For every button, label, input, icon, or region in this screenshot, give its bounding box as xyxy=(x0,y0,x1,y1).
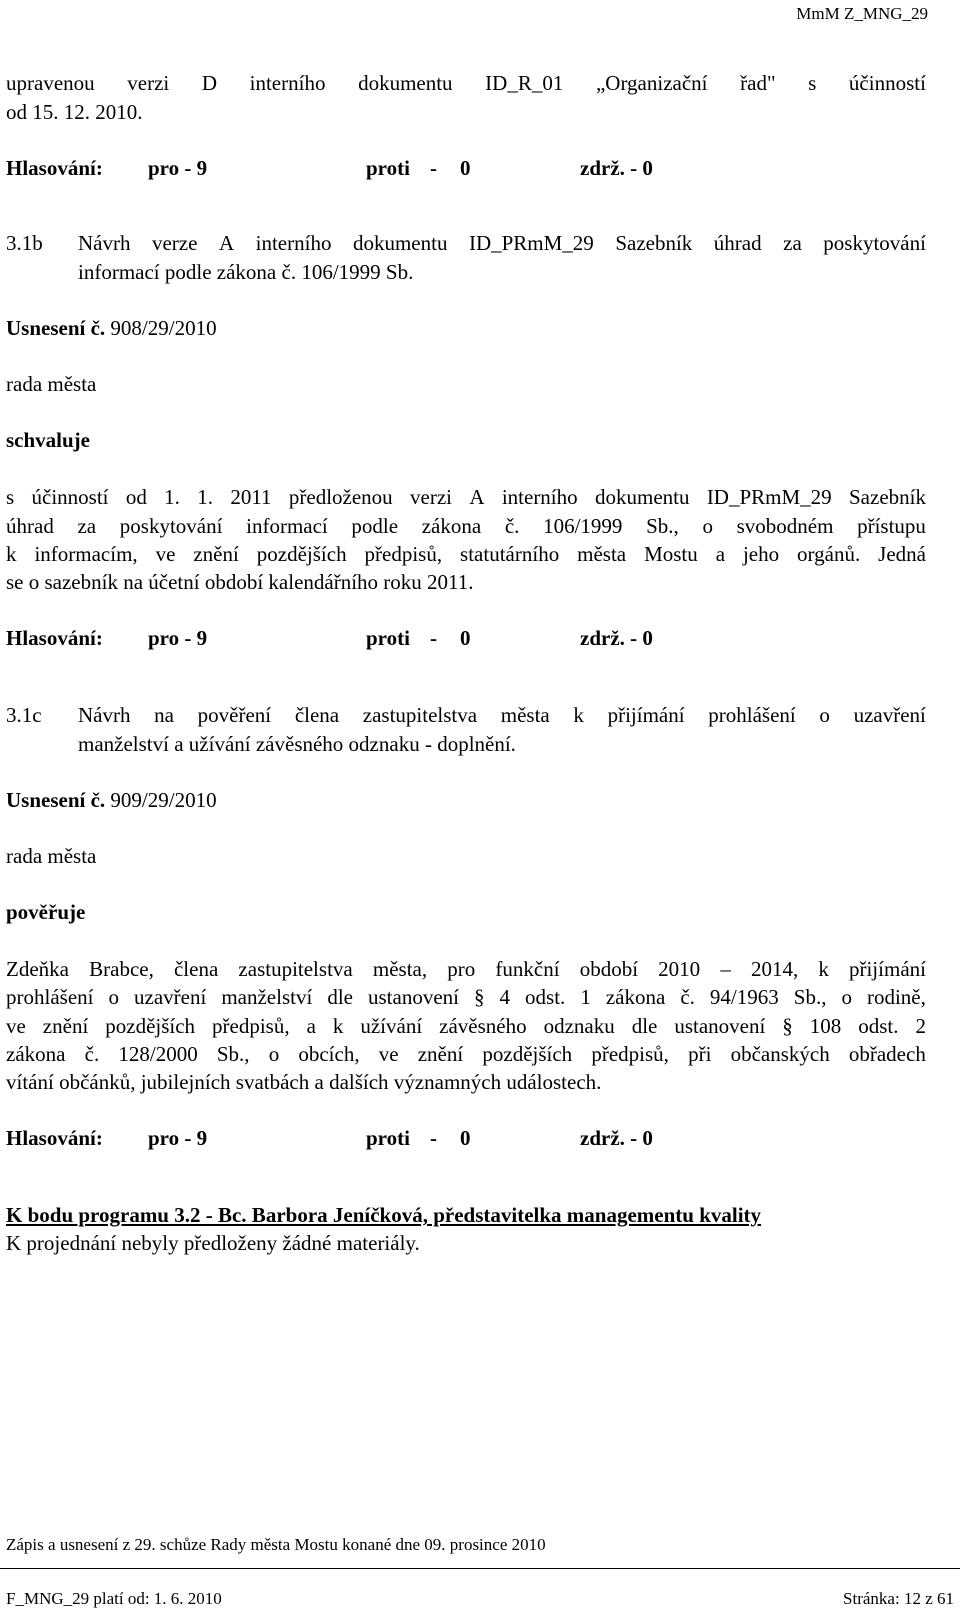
resolution-label: Usnesení č. xyxy=(6,788,106,812)
word: a xyxy=(306,1013,316,1038)
text-line xyxy=(6,957,926,982)
vote-label: Hlasování: xyxy=(6,1126,103,1150)
word: ID_R_01 xyxy=(485,71,564,95)
word: 94/1963 xyxy=(709,985,779,1010)
word: interního xyxy=(255,231,332,255)
word: Sb., xyxy=(793,985,827,1010)
word: 2 xyxy=(915,1013,926,1038)
word: o xyxy=(268,1041,280,1066)
word: verzi xyxy=(127,71,170,95)
word: na xyxy=(154,703,174,727)
item-3-1c-title-line-1 xyxy=(78,703,926,728)
vote-pro: pro - 9 xyxy=(148,626,208,650)
word: a xyxy=(715,542,726,566)
word: člena xyxy=(294,703,340,727)
vote-pro: pro - 9 xyxy=(148,1126,208,1150)
word: přijímání xyxy=(607,703,685,727)
word: 106/1999 xyxy=(543,513,623,538)
word: úhrad xyxy=(6,513,54,538)
item-3-1b-title-line-2: informací podle zákona č. 106/1999 Sb. xyxy=(78,260,414,284)
word: města xyxy=(500,703,550,727)
word: o xyxy=(702,513,713,538)
word: předpisů, xyxy=(364,542,443,566)
word: upravenou xyxy=(6,71,95,95)
word: užívání xyxy=(360,1013,423,1038)
word: Mostu xyxy=(644,542,698,566)
word: úhrad xyxy=(713,231,762,255)
word: závěsného xyxy=(439,1013,527,1038)
word: – xyxy=(720,957,731,981)
word: Jedná xyxy=(878,542,926,566)
word: o xyxy=(819,703,830,727)
word: za xyxy=(783,231,802,255)
word: od xyxy=(125,485,147,509)
word: přístupu xyxy=(857,513,926,538)
word: č. xyxy=(680,985,695,1010)
word: č. xyxy=(504,513,520,538)
text-line xyxy=(6,1014,926,1039)
word: 2010 xyxy=(658,957,701,981)
text-line xyxy=(6,1042,926,1067)
word: Sb., xyxy=(216,1041,250,1066)
word: ve xyxy=(155,542,176,566)
word: 1. xyxy=(197,485,213,509)
item-3-1b-text-last: se o sazebník na účetní období kalendářního roku 2011. xyxy=(6,570,474,594)
text-line xyxy=(6,514,926,539)
word: Návrh xyxy=(78,703,131,727)
word: odst. xyxy=(525,985,566,1010)
vote-row-3 xyxy=(6,1126,653,1151)
vote-label: Hlasování: xyxy=(6,156,103,180)
word: D xyxy=(201,71,218,95)
word: pro xyxy=(447,957,476,981)
word: uzavření xyxy=(134,985,207,1010)
word: zákona xyxy=(605,985,666,1010)
word: člena xyxy=(173,957,219,981)
vote-row-1 xyxy=(6,156,653,181)
word: odznaku xyxy=(543,1013,615,1038)
item-3-1c-number: 3.1c xyxy=(6,703,42,727)
word: účinností xyxy=(848,71,926,95)
footer-divider xyxy=(0,1568,960,1569)
word: 108 xyxy=(809,1013,842,1038)
word: k xyxy=(573,703,584,727)
word: za xyxy=(77,513,97,538)
word: s xyxy=(808,71,817,95)
vote-proti-word: proti xyxy=(366,1126,410,1150)
vote-proti-word: proti xyxy=(366,626,410,650)
word: dokumentu xyxy=(594,485,690,509)
resolution-label: Usnesení č. xyxy=(6,316,106,340)
word: zákona xyxy=(421,513,482,538)
item-3-1b-number: 3.1b xyxy=(6,231,43,255)
word: verzi xyxy=(410,485,452,509)
word: Sazebník xyxy=(615,231,693,255)
footer-page-number: Stránka: 12 z 61 xyxy=(843,1589,954,1608)
vote-zdrz: zdrž. - 0 xyxy=(580,626,653,650)
vote-row-2 xyxy=(6,626,653,651)
word: k xyxy=(332,1013,344,1038)
word: pozdějších xyxy=(482,1041,573,1066)
word: dokumentu xyxy=(352,231,448,255)
word: manželství xyxy=(221,985,313,1010)
word: období xyxy=(579,957,639,981)
vote-proti-dash: - xyxy=(430,626,437,650)
council-body-2: rada města xyxy=(6,844,97,868)
word: zastupitelstva xyxy=(362,703,478,727)
word: svobodném xyxy=(736,513,834,538)
verb-authorizes: pověřuje xyxy=(6,900,86,924)
vote-proti-word: proti xyxy=(366,156,410,180)
word: dle xyxy=(327,985,353,1010)
footer-minutes: Zápis a usnesení z 29. schůze Rady města Mostu konané dne 09. prosince 2010 xyxy=(6,1535,546,1554)
word: 2011 xyxy=(230,485,272,509)
vote-proti-dash: - xyxy=(430,1126,437,1150)
vote-proti-value: 0 xyxy=(460,626,471,650)
intro-line-1 xyxy=(6,71,926,96)
word: o xyxy=(108,985,119,1010)
word: zastupitelstva xyxy=(238,957,353,981)
item-3-1b-title-line-1 xyxy=(78,231,926,256)
word: Sazebník xyxy=(849,485,926,509)
word: interního xyxy=(249,71,326,95)
verb-approves: schvaluje xyxy=(6,428,90,452)
word: obcích, xyxy=(298,1041,360,1066)
word: prohlášení xyxy=(6,985,94,1010)
word: funkční xyxy=(495,957,560,981)
vote-zdrz: zdrž. - 0 xyxy=(580,1126,653,1150)
word: řad" xyxy=(740,71,776,95)
resolution-908 xyxy=(6,316,217,341)
word: orgánů. xyxy=(797,542,861,566)
word: dle xyxy=(631,1013,658,1038)
agenda-item-3-2-note: K projednání nebyly předloženy žádné materiály. xyxy=(6,1231,420,1255)
text-line xyxy=(6,985,926,1010)
word: s xyxy=(6,485,15,509)
word: města, xyxy=(372,957,428,981)
word: informacím, xyxy=(34,542,138,566)
word: města xyxy=(577,542,627,566)
word: přijímání xyxy=(848,957,926,981)
word: ve xyxy=(6,1013,26,1038)
word: Sb., xyxy=(646,513,679,538)
word: jeho xyxy=(742,542,780,566)
word: „Organizační xyxy=(595,71,708,95)
word: zákona xyxy=(6,1041,66,1066)
word: znění xyxy=(417,1041,464,1066)
word: předpisů, xyxy=(212,1013,290,1038)
word: o xyxy=(841,985,852,1010)
word: A xyxy=(469,485,485,509)
word: Brabce, xyxy=(89,957,154,981)
vote-proti-value: 0 xyxy=(460,1126,471,1150)
vote-zdrz: zdrž. - 0 xyxy=(580,156,653,180)
vote-proti-dash: - xyxy=(430,156,437,180)
word: poskytování xyxy=(823,231,926,255)
word: Zdeňka xyxy=(6,957,69,981)
text-line xyxy=(6,542,926,567)
word: 2014, xyxy=(750,957,799,981)
word: odst. xyxy=(858,1013,899,1038)
word: ID_PRmM_29 xyxy=(706,485,832,509)
footer-form-validity: F_MNG_29 platí od: 1. 6. 2010 xyxy=(6,1589,222,1608)
word: poskytování xyxy=(119,513,223,538)
word: znění xyxy=(193,542,239,566)
word: informací xyxy=(246,513,328,538)
word: k xyxy=(6,542,17,566)
word: znění xyxy=(42,1013,89,1038)
resolution-number: 908/29/2010 xyxy=(110,316,217,340)
word: pověření xyxy=(197,703,272,727)
word: ustanovení xyxy=(368,985,459,1010)
word: při xyxy=(688,1041,712,1066)
word: Návrh xyxy=(78,231,131,255)
vote-label: Hlasování: xyxy=(6,626,103,650)
resolution-number: 909/29/2010 xyxy=(110,788,217,812)
word: k xyxy=(818,957,829,981)
word: ID_PRmM_29 xyxy=(468,231,594,255)
word: dokumentu xyxy=(358,71,453,95)
word: ve xyxy=(378,1041,399,1066)
agenda-item-3-2-heading: K bodu programu 3.2 - Bc. Barbora Jeníčková, představitelka managementu kvality xyxy=(6,1203,762,1227)
word: účinností xyxy=(31,485,109,509)
word: obřadech xyxy=(848,1041,926,1066)
word: 128/2000 xyxy=(118,1041,198,1066)
word: uzavření xyxy=(853,703,926,727)
word: verze xyxy=(151,231,198,255)
text-line xyxy=(6,485,926,510)
word: § xyxy=(474,985,485,1010)
word: prohlášení xyxy=(708,703,796,727)
item-3-1c-text-last: vítání občánků, jubilejních svatbách a dalších významných událostech. xyxy=(6,1070,602,1094)
document-code: MmM Z_MNG_29 xyxy=(796,4,928,23)
word: předpisů, xyxy=(591,1041,669,1066)
item-3-1c-title-line-2: manželství a užívání závěsného odznaku - doplnění. xyxy=(78,732,516,756)
word: statutárního xyxy=(460,542,560,566)
word: pozdějších xyxy=(105,1013,196,1038)
word: § xyxy=(782,1013,793,1038)
word: 4 xyxy=(499,985,511,1010)
word: pozdějších xyxy=(256,542,347,566)
word: 1. xyxy=(164,485,180,509)
word: rodině, xyxy=(866,985,926,1010)
council-body-1: rada města xyxy=(6,372,97,396)
word: předloženou xyxy=(288,485,393,509)
word: občanských xyxy=(730,1041,830,1066)
vote-pro: pro - 9 xyxy=(148,156,208,180)
intro-line-2: od 15. 12. 2010. xyxy=(6,100,143,124)
word: podle xyxy=(351,513,399,538)
word: interního xyxy=(501,485,578,509)
vote-proti-value: 0 xyxy=(460,156,471,180)
word: č. xyxy=(84,1041,100,1066)
word: 1 xyxy=(580,985,591,1010)
resolution-909 xyxy=(6,788,217,813)
word: ustanovení xyxy=(674,1013,766,1038)
word: A xyxy=(218,231,235,255)
